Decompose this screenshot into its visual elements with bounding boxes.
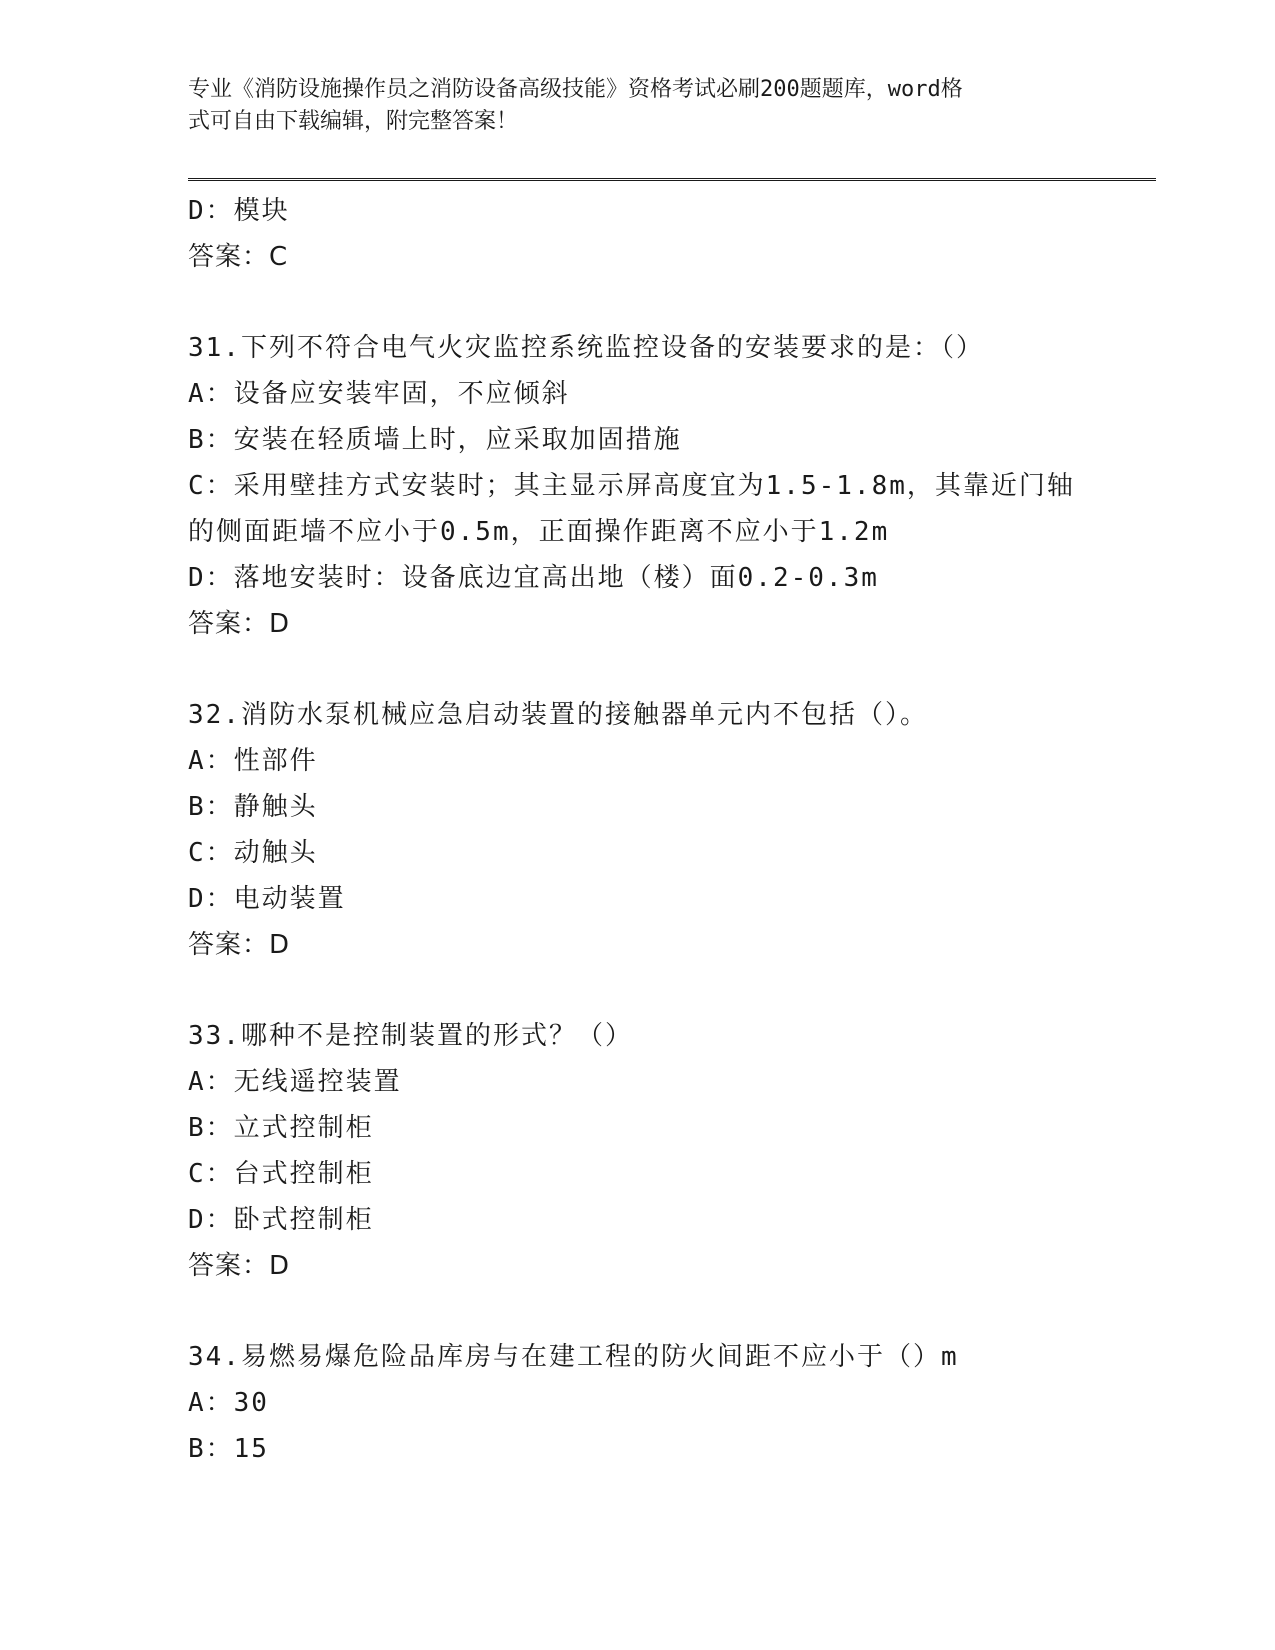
answer-line: 答案：C	[188, 242, 289, 272]
option-line: A：性部件	[188, 746, 318, 776]
option-line: C：采用壁挂方式安装时；其主显示屏高度宜为1.5-1.8m，其靠近门轴	[188, 471, 1075, 501]
option-line: D：模块	[188, 196, 290, 226]
question-33	[188, 1013, 1088, 1289]
answer-line: 答案：D	[188, 930, 291, 960]
option-line: D：卧式控制柜	[188, 1205, 374, 1235]
header-divider	[188, 178, 1156, 181]
option-line: D：电动装置	[188, 884, 346, 914]
option-line: C：台式控制柜	[188, 1159, 374, 1189]
question-31	[188, 325, 1088, 647]
document-header	[188, 74, 1068, 138]
option-line: B：15	[188, 1434, 269, 1464]
option-line: 的侧面距墙不应小于0.5m，正面操作距离不应小于1.2m	[188, 517, 890, 547]
header-line-1: 专业《消防设施操作员之消防设备高级技能》资格考试必刷200题题库，word格	[188, 77, 963, 102]
header-line-2: 式可自由下载编辑，附完整答案！	[188, 109, 519, 134]
question-stem: 33.哪种不是控制装置的形式？（）	[188, 1021, 633, 1051]
option-line: A：30	[188, 1388, 269, 1418]
question-list	[188, 188, 1088, 1472]
question-32	[188, 692, 1088, 968]
question-stem: 32.消防水泵机械应急启动装置的接触器单元内不包括（）。	[188, 700, 928, 730]
option-line: B：静触头	[188, 792, 318, 822]
option-line: B：立式控制柜	[188, 1113, 374, 1143]
question-fragment-30	[188, 188, 1088, 280]
option-line: A：设备应安装牢固，不应倾斜	[188, 379, 570, 409]
answer-line: 答案：D	[188, 609, 291, 639]
question-stem: 31.下列不符合电气火灾监控系统监控设备的安装要求的是：（）	[188, 333, 984, 363]
answer-line: 答案：D	[188, 1251, 291, 1281]
option-line: A：无线遥控装置	[188, 1067, 402, 1097]
option-line: B：安装在轻质墙上时，应采取加固措施	[188, 425, 682, 455]
question-34	[188, 1334, 1088, 1472]
question-stem: 34.易燃易爆危险品库房与在建工程的防火间距不应小于（）m	[188, 1342, 959, 1372]
option-line: D：落地安装时：设备底边宜高出地（楼）面0.2-0.3m	[188, 563, 879, 593]
option-line: C：动触头	[188, 838, 318, 868]
